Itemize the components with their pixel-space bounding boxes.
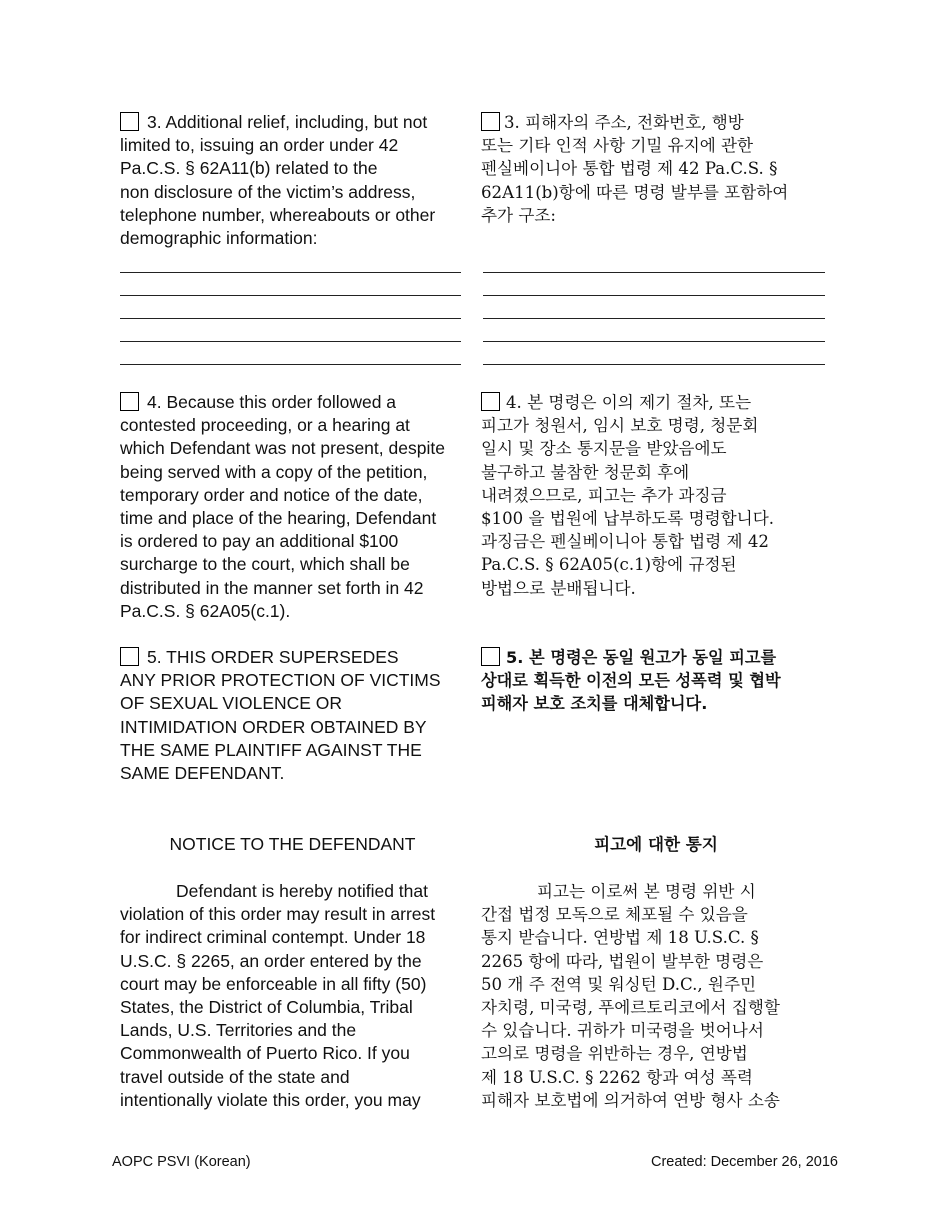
notice-body-en [120,880,465,1112]
item-3-ko-blank-lines[interactable] [483,250,825,365]
item-3-ko-line: 또는 기타 인적 사항 기밀 유지에 관한 [481,136,754,156]
notice-ko-line: 피고는 이로써 본 명령 위반 시 [537,882,756,901]
item-4-en-checkbox[interactable] [120,392,139,411]
item-3-en-line: demographic information: [120,228,318,249]
item-5-en-line: OF SEXUAL VIOLENCE OR [120,693,343,714]
notice-ko-line: 고의로 명령을 위반하는 경우, 연방법 [481,1044,748,1064]
item-4-en-line: 4. Because this order followed a [120,391,465,414]
blank-line[interactable] [120,273,461,296]
item-4-en-line: surcharge to the court, which shall be [120,554,410,575]
notice-ko-line: 2265 항에 따라, 법원이 발부한 명령은 [481,951,764,971]
notice-en-line: Commonwealth of Puerto Rico. If you [120,1043,410,1064]
item-4-en-line: time and place of the hearing, Defendant [120,508,437,529]
item-3-ko-checkbox[interactable] [481,112,500,131]
item-4-ko-line: Pa.C.S. § 62A05(c.1)항에 규정된 [481,555,737,575]
item-4-ko-line: 과징금은 펜실베이니아 통합 법령 제 42 [481,532,769,552]
item-4-ko-line: 내려졌으므로, 피고는 추가 과징금 [481,485,727,505]
notice-en-line: court may be enforceable in all fifty (50) [120,973,427,994]
blank-line[interactable] [483,296,825,319]
item-3-en-checkbox[interactable] [120,112,139,131]
blank-line[interactable] [120,342,461,365]
item-3-en-blank-lines[interactable] [120,250,461,365]
item-5-en-line: THE SAME PLAINTIFF AGAINST THE [120,739,422,760]
blank-line[interactable] [483,342,825,365]
item-4-en-line: Pa.C.S. § 62A05(c.1). [120,600,291,621]
notice-heading-ko: 피고에 대한 통지 [594,835,718,854]
notice-ko-line: 제 18 U.S.C. § 2262 항과 여성 폭력 [481,1067,753,1087]
item-5-ko-line: 상대로 획득한 이전의 모든 성폭력 및 협박 [481,671,781,691]
item-4-ko-line: 일시 및 장소 통지문을 받았음에도 [481,439,727,459]
item-5-ko-line: 5. 본 명령은 동일 원고가 동일 피고를 [481,646,831,669]
item-3-en-line: limited to, issuing an order under 42 [120,135,399,156]
item-5-ko [481,646,831,716]
blank-line[interactable] [120,296,461,319]
item-3-en-line: 3. Additional relief, including, but not [120,111,465,134]
notice-heading-en: NOTICE TO THE DEFENDANT [169,834,416,854]
notice-en-line: intentionally violate this order, you may [120,1089,421,1110]
item-3-ko-line: 펜실베이니아 통합 법령 제 42 Pa.C.S. § [481,159,778,179]
notice-ko-line: 수 있습니다. 귀하가 미국령을 벗어나서 [481,1021,764,1041]
notice-ko-line: 간접 법정 모독으로 체포될 수 있음을 [481,905,748,925]
notice-en-line: violation of this order may result in arrest [120,904,436,925]
footer-created-date: Created: December 26, 2016 [651,1154,838,1170]
item-3-ko-line: 3. 피해자의 주소, 전화번호, 행방 [481,111,831,134]
item-4-en-line: being served with a copy of the petition, [120,461,428,482]
notice-body-ko [481,880,831,1112]
notice-ko-line: 자치령, 미국령, 푸에르토리코에서 집행할 [481,998,780,1018]
item-4-ko-line: 방법으로 분배됩니다. [481,578,636,598]
item-4-ko-line: 4. 본 명령은 이의 제기 절차, 또는 [481,391,831,414]
item-4-en-line: is ordered to pay an additional $100 [120,531,399,552]
notice-ko-line: 50 개 주 전역 및 워싱턴 D.C., 원주민 [481,974,757,994]
blank-line[interactable] [120,250,461,273]
item-4-en-line: which Defendant was not present, despite [120,438,445,459]
notice-en-line: States, the District of Columbia, Tribal [120,997,413,1018]
item-4-ko-line: $100 을 법원에 납부하도록 명령합니다. [481,509,775,529]
notice-en-line: U.S.C. § 2265, an order entered by the [120,950,422,971]
blank-line[interactable] [483,273,825,296]
item-3-en-line: non disclosure of the victim’s address, [120,181,416,202]
notice-en-line: Lands, U.S. Territories and the [120,1020,357,1041]
notice-en-line: travel outside of the state and [120,1066,350,1087]
item-5-en-line: ANY PRIOR PROTECTION OF VICTIMS [120,670,441,691]
blank-line[interactable] [483,319,825,342]
item-3-en [120,111,465,250]
item-3-ko-line: 추가 구조: [481,205,556,225]
blank-line[interactable] [483,250,825,273]
item-4-ko-checkbox[interactable] [481,392,500,411]
item-4-en-line: distributed in the manner set forth in 42 [120,577,424,598]
item-5-en-line: INTIMIDATION ORDER OBTAINED BY [120,716,427,737]
notice-ko-line: 통지 받습니다. 연방법 제 18 U.S.C. § [481,928,759,948]
item-5-en-line: 5. THIS ORDER SUPERSEDES [120,646,465,669]
item-4-ko [481,391,831,600]
item-3-en-line: telephone number, whereabouts or other [120,204,436,225]
item-5-en [120,646,465,785]
item-5-en-checkbox[interactable] [120,647,139,666]
item-3-ko-line: 62A11(b)항에 따른 명령 발부를 포함하여 [481,182,789,202]
item-5-en-line: SAME DEFENDANT. [120,763,285,784]
item-4-en [120,391,465,623]
item-4-en-line: temporary order and notice of the date, [120,484,423,505]
blank-line[interactable] [120,319,461,342]
footer-form-id: AOPC PSVI (Korean) [112,1154,251,1170]
notice-ko-line: 피해자 보호법에 의거하여 연방 형사 소송 [481,1090,780,1110]
item-5-ko-checkbox[interactable] [481,647,500,666]
item-5-ko-line: 피해자 보호 조치를 대체합니다. [481,694,708,714]
notice-en-line: Defendant is hereby notified that [176,881,428,901]
item-3-ko [481,111,831,227]
item-4-ko-line: 불구하고 불참한 청문회 후에 [481,462,690,482]
item-4-ko-line: 피고가 청원서, 임시 보호 명령, 청문회 [481,416,759,436]
item-3-en-line: Pa.C.S. § 62A11(b) related to the [120,158,378,179]
notice-en-line: for indirect criminal contempt. Under 18 [120,927,426,948]
item-4-en-line: contested proceeding, or a hearing at [120,415,410,436]
